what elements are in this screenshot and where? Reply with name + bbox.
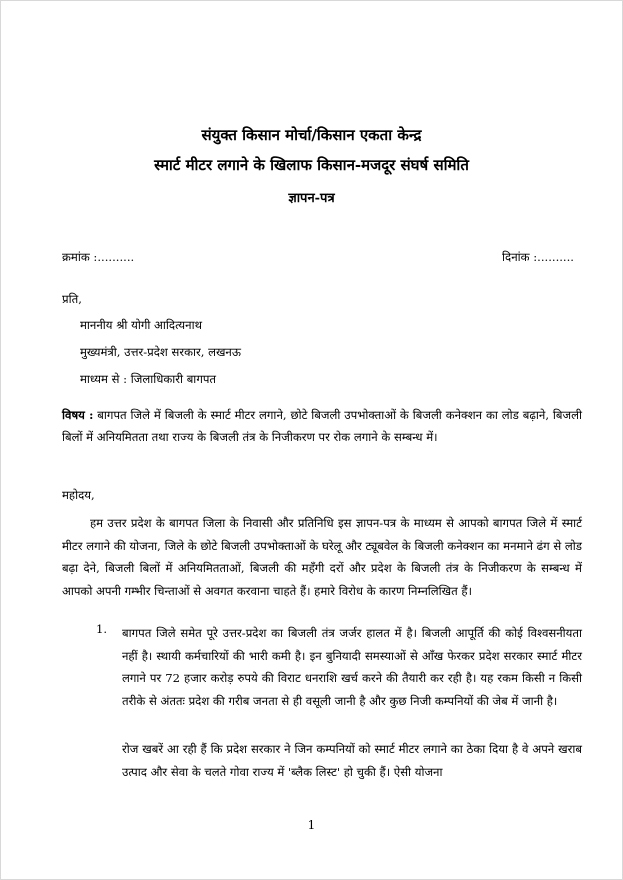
intro-paragraph [62, 512, 582, 602]
org-title: संयुक्त किसान मोर्चा/किसान एकता केन्द्र [201, 126, 422, 144]
recipient-name: माननीय श्री योगी आदित्यनाथ [80, 318, 202, 332]
subject-line [62, 404, 582, 448]
document-title: ज्ञापन-पत्र [288, 191, 335, 206]
point-1-number: 1. [96, 622, 108, 636]
subject-label: विषय : [62, 408, 94, 422]
point-1-text: बागपत जिले समेत पूरे उत्तर-प्रदेश का बिजली तंत्र जर्जर हालत में है। बिजली आपूर्ति की कोई विश्वसनीयता नहीं है। स्थायी कर्मचारियों की भारी कमी है। इन बुनियादी समस्याओं से आँख फेरकर प्रदेश सरकार स्मार्ट मीटर लगाने पर 72 हजार करोड़ रुपये की विराट धनराशि खर्च करने की तैयारी कर रही है। यह रकम किसी न किसी तरीके से अंततः प्रदेश की गरीब जनता से ही वसूली जानी है और कुछ निजी कम्पनियों की जेब में जानी है। [122, 626, 582, 708]
recipient-to: प्रति, [62, 292, 82, 306]
reference-number: क्रमांक :.......... [62, 250, 135, 264]
page-number: 1 [307, 818, 316, 832]
subject-text: बागपत जिले में बिजली के स्मार्ट मीटर लगाने, छोटे बिजली उपभोक्ताओं के बिजली कनेक्शन का लोड बढ़ाने, बिजली बिलों में अनियमितता तथा राज्य के बिजली तंत्र के निजीकरण पर रोक लगाने के सम्बन्ध में। [62, 408, 582, 444]
recipient-via: माध्यम से : जिलाधिकारी बागपत [80, 372, 217, 386]
recipient-designation: मुख्यमंत्री, उत्तर-प्रदेश सरकार, लखनऊ [80, 345, 241, 359]
committee-title: स्मार्ट मीटर लगाने के खिलाफ किसान-मजदूर संघर्ष समिति [154, 156, 469, 174]
intro-paragraph-text: हम उत्तर प्रदेश के बागपत जिला के निवासी और प्रतिनिधि इस ज्ञापन-पत्र के माध्यम से आपको बागपत जिले में स्मार्ट मीटर लगाने की योजना, जिले के छोटे बिजली उपभोक्ताओं के घरेलू और ट्यूबवेल के बिजली कनेक्शन का मनमाने ढंग से लोड बढ़ा देने, बिजली बिलों में अनियमितताओं, बिजली की महँगी दरों और प्रदेश के बिजली तंत्र के निजीकरण के सम्बन्ध में आपको अपनी गम्भीर चिन्ताओं से अवगत करवाना चाहते हैं। हमारे विरोध के कारण निम्नलिखित हैं। [62, 516, 582, 598]
point-1-continued: रोज खबरें आ रही हैं कि प्रदेश सरकार ने जिन कम्पनियों को स्मार्ट मीटर लगाने का ठेका दिया है वे अपने खराब उत्पाद और सेवा के चलते गोवा राज्य में 'ब्लैक लिस्ट' हो चुकी हैं। ऐसी योजना [122, 742, 582, 779]
salutation: महोदय, [62, 488, 95, 502]
reference-date: दिनांक :.......... [502, 250, 574, 264]
